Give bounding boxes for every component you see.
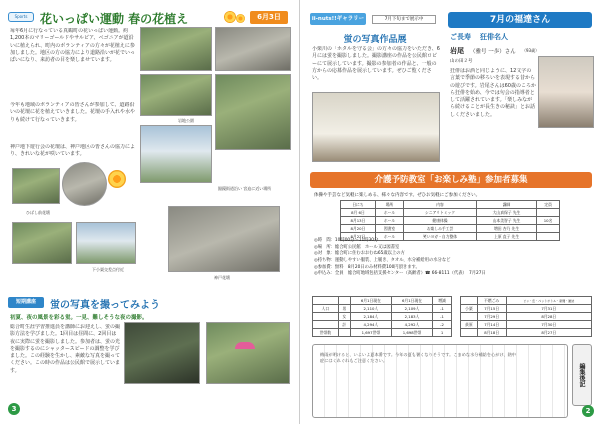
- photo-exhibition: [312, 92, 440, 162]
- umbrella-icon: [235, 342, 255, 349]
- care-cell: 健康体操: [404, 217, 477, 225]
- corner-title: 編集後記: [572, 344, 592, 406]
- population-table: [312, 296, 452, 337]
- pop-cell: 計: [338, 321, 350, 329]
- photo-park: [140, 74, 212, 116]
- pop-cell: 4,294人: [350, 321, 391, 329]
- care-cell: 上原 直子 先生: [476, 233, 536, 241]
- care-cell: 8月13日: [341, 217, 376, 225]
- senior-reading: （雅号 一歩）さん: [470, 49, 516, 55]
- schedule-table: [460, 296, 592, 337]
- pop-cell: 男: [338, 305, 350, 313]
- firefly-label: 短期講座: [8, 297, 44, 308]
- senior-name: 岩尾: [450, 47, 464, 55]
- table-row: [461, 305, 592, 313]
- caption-road: 銀鏡街道沿い 宮迫に近い場所: [218, 186, 272, 191]
- care-cell: [537, 225, 560, 233]
- care-th-date: 日にち: [341, 201, 376, 209]
- pop-cell: [338, 329, 350, 337]
- table-row: [461, 321, 592, 329]
- photo-hibashi: [12, 168, 60, 204]
- table-row: [313, 305, 452, 313]
- pop-th: [313, 297, 339, 305]
- pop-th: [338, 297, 350, 305]
- pop-cell: 4,292人: [391, 321, 432, 329]
- sched-th: ビン・缶・ペットボトル・新聞・雑誌: [506, 297, 591, 305]
- photo-path: [215, 74, 291, 150]
- pop-cell: 2,184人: [350, 313, 391, 321]
- body-text-3: 神戸地下遊行会の花壇は、神戸地区の皆さんの協力により、きれいな花が咲いています。: [10, 144, 136, 158]
- senior-tag: ご長寿: [450, 33, 471, 41]
- sched-cell: 7月15日: [477, 305, 506, 313]
- senior-title: 7月の福達さん: [448, 12, 592, 28]
- pop-cell: 2,183人: [391, 313, 432, 321]
- senior-category: 狂俳名人: [480, 33, 508, 41]
- care-table: [340, 200, 560, 241]
- sched-cell: [461, 329, 478, 337]
- care-detail-line: ◎申込み：全員 総合町地域包括支援センター（高齢者）☎ 66-8111（代表） 7月27日: [314, 271, 486, 277]
- caption-park: 岩地公園: [178, 118, 194, 123]
- caption-hibashi: ひばし前花壇: [26, 210, 50, 215]
- care-cell: 8月 6日: [341, 209, 376, 217]
- pop-cell: -1: [433, 305, 452, 313]
- sched-th: 不燃ごみ: [477, 297, 506, 305]
- flower-icon: [224, 11, 236, 23]
- pop-cell: 1,697世帯: [350, 329, 391, 337]
- pop-cell: 人口: [313, 305, 339, 313]
- care-th-capacity: 定員: [537, 201, 560, 209]
- senior-place: 山の田２号: [450, 59, 473, 64]
- sched-cell: 7月31日: [506, 305, 591, 313]
- care-intro: 体操や手芸など気軽に楽しめる、様々な内容です。ぜひお気軽にご参加ください。: [314, 193, 481, 198]
- sched-cell: 小栗: [461, 305, 478, 313]
- care-detail-line: ◎時 間：10時00分〜11時30分: [314, 238, 379, 243]
- photo-senior: [538, 56, 594, 128]
- care-cell: お楽しみ手工芸: [404, 225, 477, 233]
- photo-umbrella: [206, 322, 290, 384]
- table-row: [461, 297, 592, 305]
- sched-cell: 8月27日: [506, 329, 591, 337]
- care-details: [314, 238, 594, 278]
- flower-icon: [108, 170, 126, 188]
- care-cell: 10名: [537, 217, 560, 225]
- firefly-title: 蛍の写真を撮ってみよう: [50, 300, 160, 311]
- photo-truck: [215, 27, 291, 71]
- photo-firefly-class: [124, 322, 200, 384]
- pop-th: 増減: [433, 297, 452, 305]
- care-cell: ホール: [375, 209, 403, 217]
- senior-age: （93歳）: [522, 48, 540, 53]
- care-title: 介護予防教室「お楽しみ塾」参加者募集: [310, 172, 592, 188]
- caption-crossing: 下小栗交差点付近: [92, 267, 124, 272]
- table-row: [313, 329, 452, 337]
- page-number-right: 2: [582, 405, 594, 417]
- pop-cell: 女: [338, 313, 350, 321]
- sched-cell: 7月14日: [477, 321, 506, 329]
- care-detail-line: ◎対 象：総合町に住むおおむね65歳以上の方: [314, 251, 405, 257]
- photo-bed: [62, 162, 107, 206]
- pop-cell: 1: [433, 329, 452, 337]
- care-th-content: 内容: [404, 201, 477, 209]
- gallery-date: 7月下旬まで展示中: [372, 15, 436, 24]
- care-th-place: 場所: [375, 201, 403, 209]
- table-row: [313, 313, 452, 321]
- body-text-2: 今年も地域のボランティアの皆さんが参加して、道路沿いの花壇に花を植えていきました。花壇の手入れや水やりも続けて行なっていきます。: [10, 102, 136, 123]
- table-row: [313, 297, 452, 305]
- care-th-teacher: 講師: [476, 201, 536, 209]
- headline: 花いっぱい運動 春の花植え: [40, 12, 189, 26]
- photo-group: [168, 206, 280, 272]
- care-detail-line: ◎持ち物：運動しやすい服装、上履き、タオル、水分補給用の水分など: [314, 257, 451, 263]
- care-cell: ホール: [375, 217, 403, 225]
- firefly-subtitle: 初夏、夜の風景を彩る蛍。一見、難しそうな夜の撮影。: [10, 315, 148, 321]
- sched-th: [461, 297, 478, 305]
- pop-cell: -2: [433, 321, 452, 329]
- sched-cell: 7月30日: [506, 321, 591, 329]
- pop-th: 6月1日現在: [391, 297, 432, 305]
- table-row: [341, 217, 560, 225]
- corner-text: 梅雨が明けると、いよいよ夏本番です。今年の夏も暑くなりそうです。こまめな水分補給を心がけ、熱中症にはくれぐれもご注意ください。: [320, 352, 516, 364]
- table-row: [461, 329, 592, 337]
- photo-field: [140, 125, 212, 183]
- care-cell: 8月20日: [341, 225, 376, 233]
- care-cell: 山本美智子 先生: [476, 217, 536, 225]
- photo-crossing: [76, 222, 136, 264]
- care-cell: 笑いヨガ・自力整体: [404, 233, 477, 241]
- caption-group: 神戸花壇: [214, 275, 230, 280]
- firefly-text: 総合町生涯学習推進員を講師にお迎えし、蛍の撮影方法を学びました。1回目は昼間に、2回目は夜に実際に蛍を撮影しました。参加者は、蛍の光を撮影するのにシャッタースピードの調整を学びました。この経験を生かし、素敵な写真を撮ってください。この時の作品は公民館で展示しています。: [10, 324, 120, 374]
- photo-planting: [140, 27, 212, 71]
- care-cell: 大山真保子 先生: [476, 209, 536, 217]
- table-row: [313, 321, 452, 329]
- sched-cell: [461, 313, 478, 321]
- gallery-label: ii-nuts!!ギャラリー: [310, 13, 366, 25]
- sports-badge: Sports: [8, 12, 34, 22]
- page-number-left: 3: [8, 403, 20, 415]
- date-badge: 6月3日: [250, 11, 288, 24]
- care-cell: 図書室: [375, 225, 403, 233]
- care-cell: ホール: [375, 233, 403, 241]
- flower-icon: [236, 14, 245, 23]
- sched-cell: 荻原: [461, 321, 478, 329]
- pop-cell: -1: [433, 313, 452, 321]
- senior-text: 狂俳はお酒と同じように、12文字の言葉で季節の移ろいを表現する昔からの遊びです。岩尾さんは60歳のころから狂俳を始め、今では句会の指導者として活躍されています。「楽しみながら続けることが長生きの秘訣」とお話しくださいました。: [450, 68, 536, 118]
- table-row: [461, 313, 592, 321]
- sched-cell: 7月29日: [477, 313, 506, 321]
- intro-text: 毎年6月に行なっている真鶴町の花いっぱい運動。約1,200本のマリーゴールドやサルビア、ベゴニアが道沿いに植えられ、町内のボランティアの方々が花植えに参加しました。地区の方の協力により道路沿いが花でいっぱいになり、来訪者の目を楽しませています。: [10, 28, 136, 63]
- gallery-title: 蛍の写真作品展: [343, 35, 407, 45]
- care-detail-line: ◎場 所：総合町公民館 ホール又は図書室: [314, 244, 400, 250]
- care-cell: [537, 209, 560, 217]
- pop-cell: 世帯数: [313, 329, 339, 337]
- care-table-header: [341, 201, 560, 209]
- care-cell: 増田 杏乃 先生: [476, 225, 536, 233]
- gallery-text: 小栗川の「ホタルを守る会」の方々の協力をいただき、6月には蛍を撮影しました。撮影講座の作品を公民館ロビーにて展示しています。撮影の参加者の作品と、一般の方からの応募作品を展示しています。ぜひご覧ください。: [312, 46, 440, 81]
- pop-cell: 2,109人: [391, 305, 432, 313]
- care-detail-line: ◎参加費：無料 8月20日のみ材料費100円頂きます。: [314, 264, 420, 270]
- sched-cell: 8月28日: [506, 313, 591, 321]
- pop-cell: [313, 321, 339, 329]
- pop-cell: 1,698世帯: [391, 329, 432, 337]
- table-row: [341, 225, 560, 233]
- pop-cell: [313, 313, 339, 321]
- care-cell: 8月27日: [341, 233, 376, 241]
- table-row: [341, 209, 560, 217]
- care-cell: シニアリトミック: [404, 209, 477, 217]
- right-page: [300, 0, 600, 424]
- pop-cell: 2,110人: [350, 305, 391, 313]
- pop-th: 6月1日現在: [350, 297, 391, 305]
- sched-cell: 8月18日: [477, 329, 506, 337]
- photo-workers: [12, 222, 72, 264]
